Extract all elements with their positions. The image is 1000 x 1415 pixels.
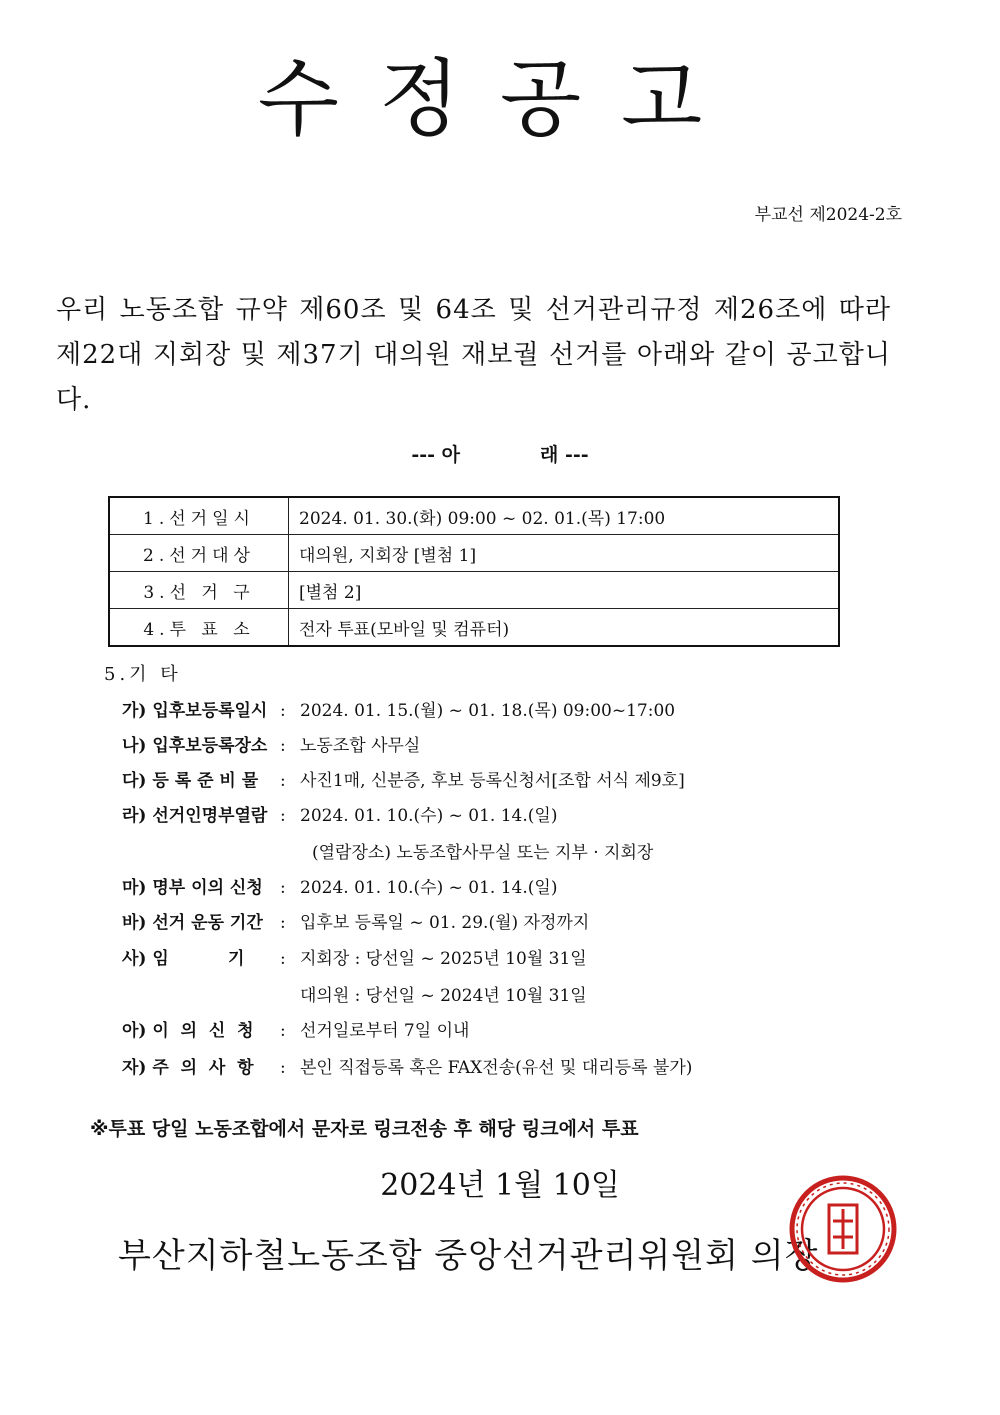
table-row: [109, 535, 839, 572]
etc-continuation: 대의원 : 당선일 ~ 2024년 10월 31일: [300, 986, 587, 1006]
etc-value: 본인 직접등록 혹은 FAX전송(유선 및 대리등록 불가): [300, 1058, 693, 1078]
table-row: [109, 497, 839, 535]
etc-value: 지회장 : 당선일 ~ 2025년 10월 31일: [300, 949, 587, 969]
table-value: [별첨 2]: [289, 572, 840, 609]
etc-item: 다) 등 록 준 비 물 : 사진1매, 신분증, 후보 등록신청서[조합 서식 제9호]: [122, 766, 685, 791]
etc-label: 가) 입후보등록일시: [122, 701, 268, 721]
document-number: 부교선 제2024-2호: [754, 205, 902, 225]
announcement-date: 2024년 1월 10일: [380, 1168, 620, 1203]
etc-label: 나) 입후보등록장소: [122, 736, 268, 756]
etc-heading: 5.기 타: [104, 664, 182, 685]
etc-value: 2024. 01. 10.(수) ~ 01. 14.(일): [300, 878, 558, 898]
etc-item: 마) 명부 이의 신청 : 2024. 01. 10.(수) ~ 01. 14.(일): [122, 873, 557, 898]
below-heading: [0, 440, 1000, 467]
etc-item: 가) 입후보등록일시 : 2024. 01. 15.(월) ~ 01. 18.(목) 09:00~17:00: [122, 696, 675, 721]
etc-item: 라) 선거인명부열람 : 2024. 01. 10.(수) ~ 01. 14.(일): [122, 801, 557, 826]
etc-item: 바) 선거 운동 기간 : 입후보 등록일 ~ 01. 29.(월) 자정까지: [122, 908, 589, 933]
below-heading-right: 래 ---: [540, 444, 589, 466]
etc-value: 2024. 01. 15.(월) ~ 01. 18.(목) 09:00~17:00: [300, 701, 676, 721]
etc-label: 바) 선거 운동 기간: [122, 913, 263, 933]
table-value: 2024. 01. 30.(화) 09:00 ~ 02. 01.(목) 17:00: [289, 497, 840, 535]
official-seal: [789, 1175, 897, 1283]
etc-value: 입후보 등록일 ~ 01. 29.(월) 자정까지: [300, 913, 590, 933]
etc-label: 자) 주 의 사 항: [122, 1058, 254, 1078]
table-key: 4.투 표 소: [109, 609, 289, 647]
etc-item: 나) 입후보등록장소 : 노동조합 사무실: [122, 731, 420, 756]
election-summary-table: [108, 496, 840, 647]
etc-label: 아) 이 의 신 청: [122, 1021, 254, 1041]
table-key: 2.선거대상: [109, 535, 289, 572]
voting-notice: ※투표 당일 노동조합에서 문자로 링크전송 후 해당 링크에서 투표: [90, 1118, 639, 1140]
etc-value: 선거일로부터 7일 이내: [300, 1021, 470, 1041]
table-value: 전자 투표(모바일 및 컴퓨터): [289, 609, 840, 647]
signer-name: 부산지하철노동조합 중앙선거관리위원회 의장: [118, 1236, 819, 1276]
etc-value: 사진1매, 신분증, 후보 등록신청서[조합 서식 제9호]: [300, 771, 685, 791]
etc-label: 라) 선거인명부열람: [122, 806, 268, 826]
table-row: [109, 609, 839, 647]
etc-value: 2024. 01. 10.(수) ~ 01. 14.(일): [300, 806, 558, 826]
etc-item: 사) 임 기 : 지회장 : 당선일 ~ 2025년 10월 31일: [122, 944, 587, 969]
table-value: 대의원, 지회장 [별첨 1]: [289, 535, 840, 572]
etc-label: 마) 명부 이의 신청: [122, 878, 263, 898]
table-key: 1.선거일시: [109, 497, 289, 535]
table-key: 3.선 거 구: [109, 572, 289, 609]
page-title: 수정공고: [257, 50, 743, 148]
table-row: [109, 572, 839, 609]
etc-label: 다) 등 록 준 비 물: [122, 771, 259, 791]
etc-item: 아) 이 의 신 청 : 선거일로부터 7일 이내: [122, 1016, 469, 1041]
intro-paragraph: 우리 노동조합 규약 제60조 및 64조 및 선거관리규정 제26조에 따라 제22대 지회장 및 제37기 대의원 재보궐 선거를 아래와 같이 공고합니다.: [56, 295, 891, 415]
etc-label: 사) 임 기: [122, 949, 245, 969]
etc-value: 노동조합 사무실: [300, 736, 421, 756]
etc-item: 자) 주 의 사 항 : 본인 직접등록 혹은 FAX전송(유선 및 대리등록 불가): [122, 1053, 692, 1078]
below-heading-left: --- 아: [411, 444, 460, 466]
etc-continuation: (열람장소) 노동조합사무실 또는 지부 · 지회장: [312, 843, 654, 863]
